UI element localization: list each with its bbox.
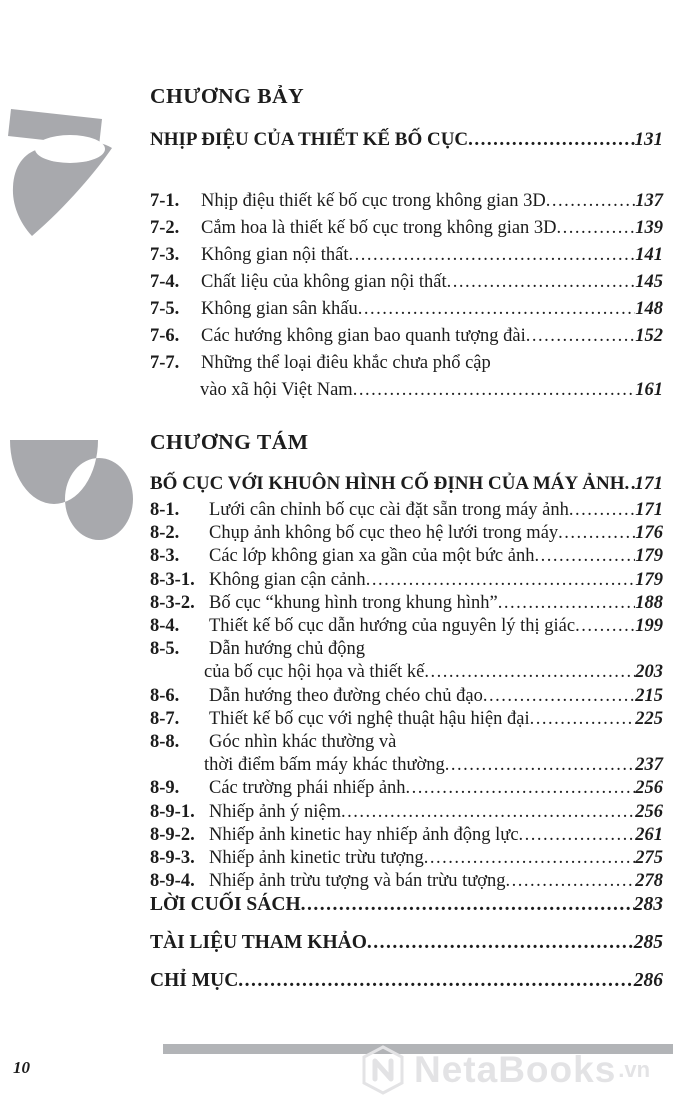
dot-leader <box>575 615 635 638</box>
dot-leader <box>301 893 634 917</box>
entry-page-number: 176 <box>635 523 663 544</box>
entry-number: 8-9-1. <box>150 801 195 822</box>
entry-title: Thiết kế bố cục dẫn hướng của nguyên lý thị giác <box>209 616 576 637</box>
toc-entry <box>150 569 663 592</box>
toc-entry <box>150 731 663 754</box>
entry-title: TÀI LIỆU THAM KHẢO <box>150 932 367 954</box>
dot-leader <box>447 269 636 296</box>
entry-page-number: 256 <box>635 801 663 822</box>
dot-leader <box>557 215 636 242</box>
entry-title: Nhiếp ảnh kinetic hay nhiếp ảnh động lực <box>209 824 519 845</box>
dot-leader <box>367 931 634 955</box>
entry-number: 8-9. <box>150 778 180 799</box>
toc-entry <box>150 377 663 404</box>
toc-entry <box>150 801 663 824</box>
entry-title: vào xã hội Việt Nam <box>200 380 353 400</box>
toc-entry <box>150 215 663 242</box>
toc-entry <box>150 661 663 684</box>
toc-entry <box>150 870 663 893</box>
entry-page-number: 256 <box>635 778 663 799</box>
entry-number: 8-3-1. <box>150 569 195 590</box>
entry-title: của bố cục hội họa và thiết kế <box>204 662 425 683</box>
toc-entry <box>150 323 663 350</box>
toc-entry <box>150 847 663 870</box>
toc-entry <box>150 824 663 847</box>
entry-page-number: 179 <box>635 569 663 590</box>
entry-title: Không gian cận cảnh <box>209 569 366 590</box>
entry-number: 8-3. <box>150 546 180 567</box>
entry-number: 8-6. <box>150 685 180 706</box>
entry-number: 8-7. <box>150 708 180 729</box>
dot-leader <box>366 569 636 592</box>
chapter-7-title: NHỊP ĐIỆU CỦA THIẾT KẾ BỐ CỤC <box>150 129 469 150</box>
toc-entry <box>150 269 663 296</box>
backmatter-list <box>150 893 663 993</box>
entry-title: Góc nhìn khác thường và <box>209 732 397 753</box>
entry-title: Bố cục “khung hình trong khung hình” <box>209 592 498 613</box>
chapter-8-ornament <box>5 435 140 547</box>
entry-number: 8-4. <box>150 616 180 637</box>
entry-title: Dẫn hướng theo đường chéo chủ đạo <box>209 685 483 706</box>
table-of-contents <box>150 0 663 993</box>
entry-number: 7-2. <box>150 218 180 238</box>
dot-leader <box>406 777 636 800</box>
entry-page-number: 199 <box>635 616 663 637</box>
entry-number: 7-4. <box>150 272 180 292</box>
dot-leader <box>526 323 635 350</box>
entry-title: Không gian nội thất <box>201 245 349 265</box>
entry-title: LỜI CUỐI SÁCH <box>150 894 301 916</box>
entry-title: Lưới cân chỉnh bố cục cài đặt sẵn trong máy ảnh <box>209 500 569 520</box>
dot-leader <box>358 296 636 323</box>
entry-title: Nhịp điệu thiết kế bố cục trong không gian 3D <box>201 191 546 211</box>
backmatter-entry-index <box>150 969 663 993</box>
toc-entry <box>150 522 663 545</box>
dot-leader <box>445 754 635 777</box>
dot-leader <box>348 242 635 269</box>
entry-title: CHỈ MỤC <box>150 970 239 992</box>
entry-page-number: 161 <box>635 380 663 400</box>
dot-leader <box>498 592 635 615</box>
entry-number: 8-9-4. <box>150 871 195 892</box>
entry-number: 7-3. <box>150 245 180 265</box>
toc-entry <box>150 592 663 615</box>
entry-page-number: 237 <box>635 755 663 776</box>
dot-leader <box>625 472 635 496</box>
entry-title: thời điểm bấm máy khác thường <box>204 755 445 776</box>
dot-leader <box>353 377 636 404</box>
entry-page-number: 139 <box>635 218 663 238</box>
toc-entry <box>150 777 663 800</box>
entry-title: Chất liệu của không gian nội thất <box>201 272 447 292</box>
watermark-suffix-text: .vn <box>618 1057 651 1082</box>
entry-page-number: 286 <box>633 970 663 992</box>
entry-title: Các lớp không gian xa gần của một bức ảnh <box>209 546 535 567</box>
toc-entry <box>150 350 663 377</box>
entry-number: 7-1. <box>150 191 180 211</box>
toc-entry <box>150 296 663 323</box>
dot-leader <box>558 522 635 545</box>
entry-page-number: 148 <box>635 299 663 319</box>
chapter-7-entry-list <box>150 188 663 404</box>
entry-page-number: 283 <box>633 894 663 916</box>
entry-title: Những thể loại điêu khắc chưa phổ cập <box>201 353 491 373</box>
chapter-7-page-number: 131 <box>634 129 663 150</box>
watermark-brand-text: NetaBooks <box>414 1049 617 1090</box>
toc-entry <box>150 499 663 522</box>
entry-number: 8-3-2. <box>150 592 195 613</box>
entry-page-number: 203 <box>635 662 663 683</box>
entry-page-number: 225 <box>635 708 663 729</box>
entry-title: Cắm hoa là thiết kế bố cục trong không gian 3D <box>201 218 557 238</box>
entry-title: Nhiếp ảnh kinetic trừu tượng <box>209 848 424 869</box>
toc-entry <box>150 685 663 708</box>
dot-leader <box>530 708 636 731</box>
toc-entry <box>150 708 663 731</box>
toc-entry <box>150 638 663 661</box>
chapter-7-heading: CHƯƠNG BẢY <box>150 84 305 108</box>
entry-number: 8-8. <box>150 732 180 753</box>
dot-leader <box>468 128 634 152</box>
netabooks-hexagon-logo-icon <box>360 1044 406 1096</box>
chapter-8-page-number: 171 <box>634 473 663 494</box>
backmatter-entry-references <box>150 931 663 955</box>
toc-entry <box>150 188 663 215</box>
entry-page-number: 145 <box>635 272 663 292</box>
entry-number: 7-5. <box>150 299 180 319</box>
entry-number: 8-2. <box>150 523 180 544</box>
chapter-7-ornament <box>5 104 120 240</box>
entry-page-number: 171 <box>635 500 663 520</box>
entry-title: Nhiếp ảnh trừu tượng và bán trừu tượng <box>209 871 506 892</box>
entry-title: Thiết kế bố cục với nghệ thuật hậu hiện đại <box>209 708 530 729</box>
entry-page-number: 152 <box>635 326 663 346</box>
entry-title: Nhiếp ảnh ý niệm <box>209 801 342 822</box>
dot-leader <box>506 870 636 893</box>
page-number: 10 <box>13 1058 30 1077</box>
entry-title: Các hướng không gian bao quanh tượng đài <box>201 326 526 346</box>
entry-page-number: 278 <box>635 871 663 892</box>
chapter-8-heading: CHƯƠNG TÁM <box>150 430 309 454</box>
entry-page-number: 188 <box>635 592 663 613</box>
dot-leader <box>569 499 635 522</box>
entry-number: 8-5. <box>150 639 180 660</box>
entry-page-number: 285 <box>633 932 663 954</box>
entry-page-number: 179 <box>635 546 663 567</box>
entry-title: Chụp ảnh không bố cục theo hệ lưới trong máy <box>209 523 559 544</box>
entry-number: 8-1. <box>150 500 180 520</box>
dot-leader <box>483 685 635 708</box>
entry-page-number: 215 <box>635 685 663 706</box>
dot-leader <box>424 847 635 870</box>
dot-leader <box>238 969 633 993</box>
toc-entry <box>150 615 663 638</box>
entry-page-number: 261 <box>635 824 663 845</box>
backmatter-entry-afterword <box>150 893 663 917</box>
entry-number: 7-6. <box>150 326 180 346</box>
dot-leader <box>341 801 635 824</box>
dot-leader <box>424 661 635 684</box>
entry-page-number: 137 <box>635 191 663 211</box>
toc-entry <box>150 242 663 269</box>
chapter-8-title-row <box>150 472 663 496</box>
dot-leader <box>519 824 636 847</box>
chapter-8-title: BỐ CỤC VỚI KHUÔN HÌNH CỐ ĐỊNH CỦA MÁY ẢNH <box>150 473 625 494</box>
entry-title: Không gian sân khấu <box>201 299 358 319</box>
chapter-8-entry-list <box>150 499 663 893</box>
entry-title: Các trường phái nhiếp ảnh <box>209 778 406 799</box>
entry-page-number: 275 <box>635 848 663 869</box>
dot-leader <box>534 545 635 568</box>
chapter-7-title-row <box>150 128 663 152</box>
entry-number: 8-9-2. <box>150 824 195 845</box>
netabooks-watermark <box>360 1044 650 1096</box>
entry-title: Dẫn hướng chủ động <box>209 639 365 660</box>
dot-leader <box>546 188 635 215</box>
entry-page-number: 141 <box>635 245 663 265</box>
entry-number: 8-9-3. <box>150 848 195 869</box>
toc-entry <box>150 545 663 568</box>
toc-entry <box>150 754 663 777</box>
entry-number: 7-7. <box>150 353 180 373</box>
